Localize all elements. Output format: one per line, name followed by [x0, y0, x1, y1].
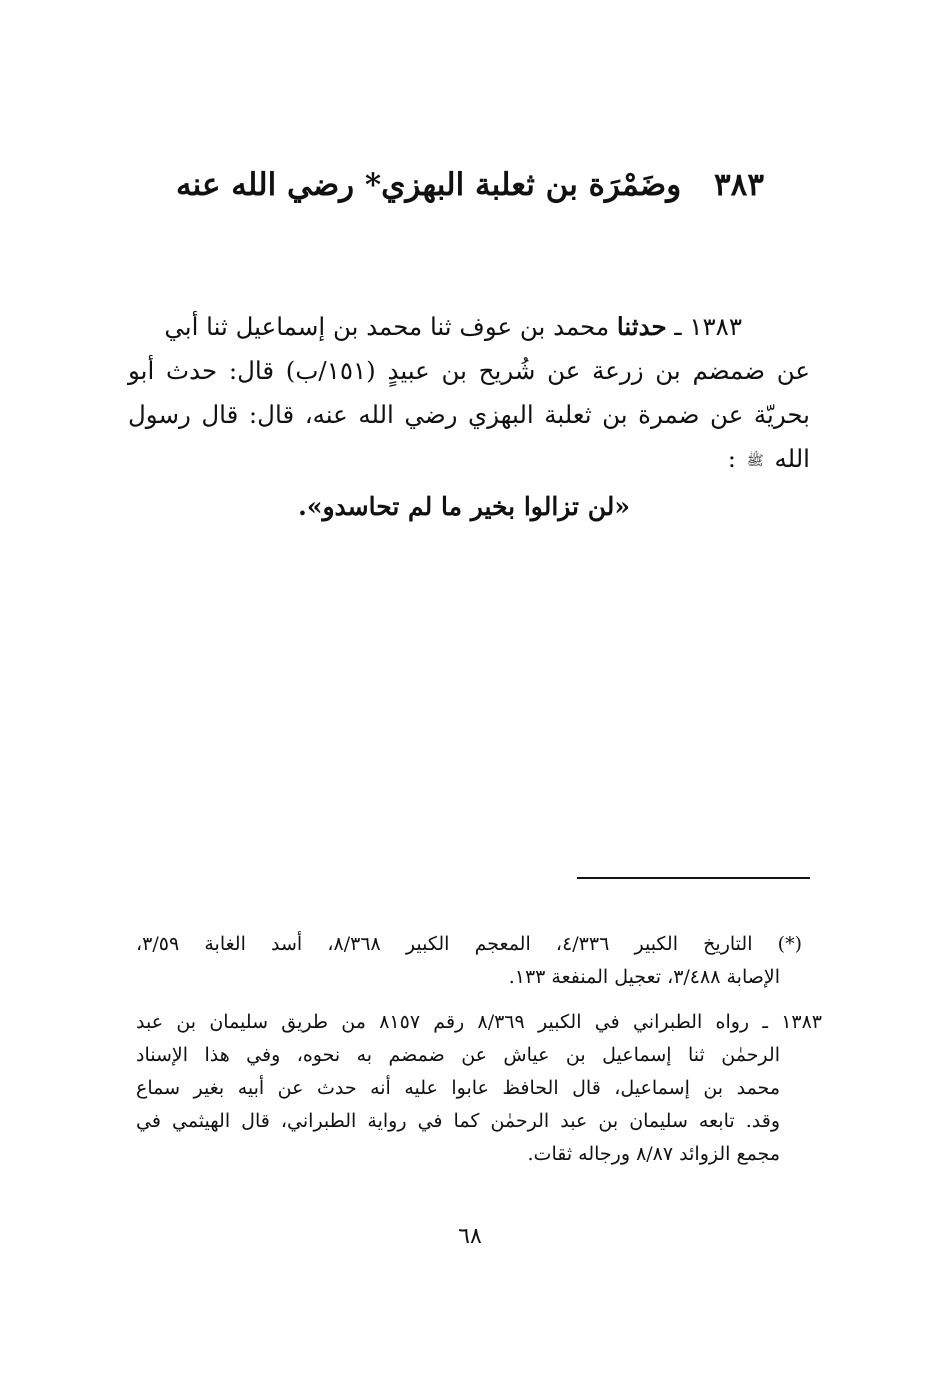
- footnote-line: ١٣٨٣ ـ رواه الطبراني في الكبير ٨/٣٦٩ رقم ٨١٥٧ من طريق سليمان بن عبد: [136, 1011, 823, 1033]
- hadith-line-3: بحريّة عن ضمرة بن ثعلبة البهزي رضي الله عنه، قال: قال رسول: [128, 400, 810, 429]
- footnote-line: مجمع الزوائد ٨/٨٧ ورجاله ثقات.: [527, 1143, 780, 1165]
- footnote-line: محمد بن إسماعيل، قال الحافظ عابوا عليه أنه حدث عن أبيه بغير سماع: [136, 1077, 780, 1099]
- hadith-line-2: عن ضمضم بن زرعة عن شُريح بن عبيدٍ (١٥١/ب) قال: حدث أبو: [128, 356, 811, 385]
- hadith-matn: «لن تزالوا بخير ما لم تحاسدو».: [298, 491, 630, 521]
- page-number: ٦٨: [458, 1224, 482, 1249]
- footnote-line: الإصابة ٣/٤٨٨، تعجيل المنفعة ١٣٣.: [508, 966, 780, 988]
- footnotes: [136, 928, 822, 1183]
- hadith-line-1: [128, 305, 810, 349]
- chapter-name: وضَمْرَة بن ثعلبة البهزي* رضي الله عنه: [176, 167, 682, 203]
- footnote-line: (*) التاريخ الكبير ٤/٣٣٦، المعجم الكبير ٨/٣٦٨، أسد الغابة ٣/٥٩،: [136, 933, 802, 955]
- footnote-line: الرحمٰن ثنا إسماعيل بن عياش عن ضمضم به نحوه، وفي هذا الإسناد: [136, 1044, 780, 1066]
- hadith-text: [128, 305, 810, 531]
- isnad-line-4: الله: [774, 444, 810, 473]
- footnote-biography: [136, 928, 822, 994]
- isnad-line-1: محمد بن عوف ثنا محمد بن إسماعيل ثنا أبي: [164, 312, 610, 341]
- chapter-title: [120, 160, 820, 210]
- haddathana-word: حدثنا: [616, 312, 667, 341]
- colon-mark: :: [727, 444, 736, 473]
- footnote-line: وقد. تابعه سليمان بن عبد الرحمٰن كما في رواية الطبراني، قال الهيثمي في: [136, 1110, 780, 1132]
- hadith-number: ١٣٨٣ ـ: [674, 312, 742, 341]
- hadith-line-4: [128, 437, 810, 483]
- footnote-separator: [577, 877, 810, 879]
- salutation-glyph: ﷺ: [746, 452, 764, 469]
- chapter-number: ٣٨٣: [714, 167, 764, 203]
- footnote-takhrij: [136, 1006, 822, 1171]
